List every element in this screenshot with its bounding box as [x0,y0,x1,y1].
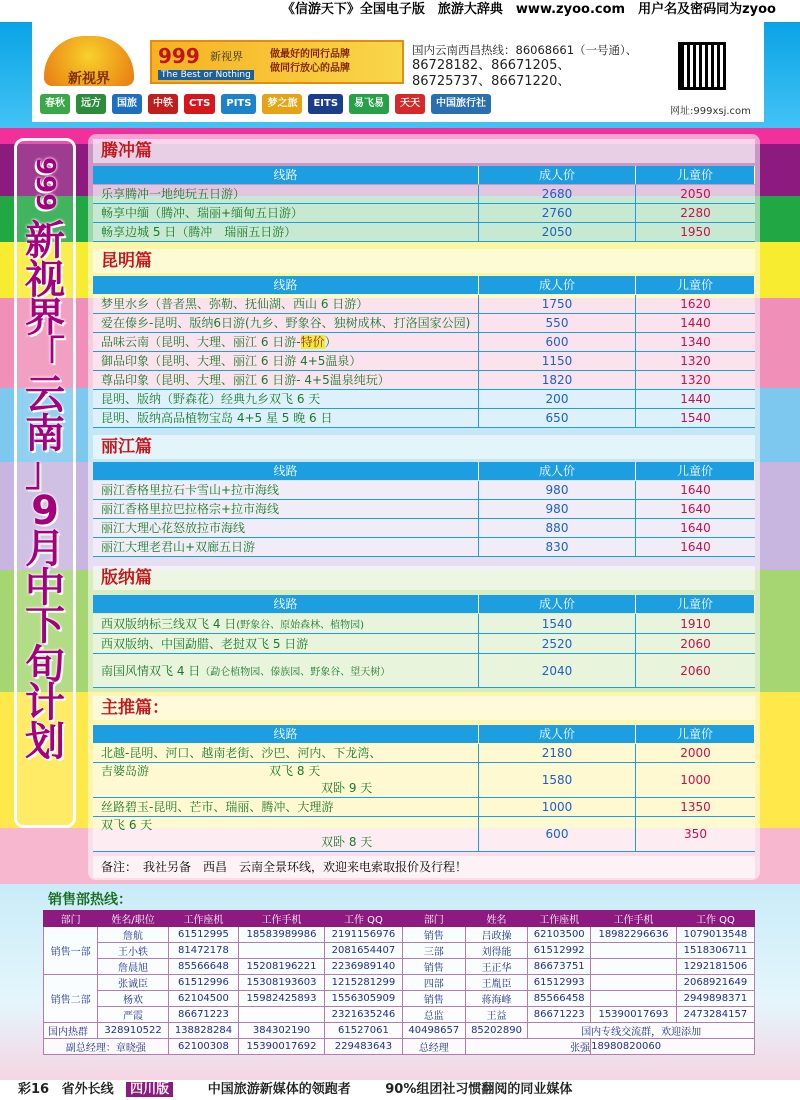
sales-cell: 刘得能 [465,943,528,959]
column-header-route: 线路 [93,462,479,480]
sales-table-header [44,911,755,927]
banner-slogan: 做最好的同行品牌 做同行放心的品牌 [270,49,350,74]
partner-logo: EITS [308,94,343,114]
side-title-char: 中 [25,564,65,611]
adult-price: 1150 [479,352,636,371]
adult-price: 830 [479,538,636,557]
route-row [93,519,755,538]
sales-row [44,927,755,943]
adult-price: 980 [479,500,636,519]
route-text: 西双版纳、中国勐腊、老挝双飞 5 日游 [101,637,309,651]
route-text: 昆明、版纳（野森花）经典九乡双飞 6 天 [101,392,321,406]
sales-cell: 王益 [465,1007,528,1023]
side-title-char: 新 [25,218,65,264]
route-row [93,798,755,817]
sales-cell: 总监 [402,1007,465,1023]
partner-logos [40,92,660,116]
route-row [93,500,755,519]
table-header [93,725,755,743]
route-text: 西双版纳标三线双飞 4 日 [101,617,237,631]
sales-row [44,959,755,975]
route-text: 吉婆岛游 双飞 8 天 [101,764,321,778]
sales-cell: 15308193603 [239,975,325,991]
side-title-char: 下 [25,603,65,649]
partner-logo: CTS [184,94,215,114]
sales-cell: 61512993 [528,975,591,991]
partner-logo: 中国旅行社 [431,94,491,114]
footer-slogan-1: 中国旅游新媒体的领跑者 [207,1082,351,1097]
sales-cell: 2473284157 [676,1007,754,1023]
route-row [93,390,755,409]
sales-col-header: 工作手机 [591,911,677,927]
gm-mobile: 18980820060 [591,1039,755,1055]
sales-cell: 1079013548 [676,927,754,943]
column-header-route: 线路 [93,166,479,184]
sales-cell [591,975,677,991]
adult-price: 2040 [479,654,636,688]
route-text: 丝路碧玉-昆明、芒市、瑞丽、腾冲、大理游 [101,800,334,814]
route-row [93,371,755,390]
route-row [93,314,755,333]
sales-row [44,943,755,959]
adult-price: 650 [479,409,636,428]
sales-cell: 吕政操 [465,927,528,943]
route-row [93,409,755,428]
sales-cell: 86671223 [168,1007,238,1023]
child-price: 2050 [636,185,755,204]
sales-table [43,910,755,1055]
sales-cell: 詹晨旭 [98,959,168,975]
adult-price: 600 [479,333,636,352]
route-row [93,744,755,763]
route-text: 梦里水乡（普者黑、弥勒、抚仙湖、西山 6 日游） [101,297,369,311]
route-duration: 双卧 9 天 [321,781,373,795]
sales-cell: 18583989986 [239,927,325,943]
route-text: 丽江香格里拉巴拉格宗+拉市海线 [101,502,280,516]
adult-price: 550 [479,314,636,333]
sales-cell: 86673751 [528,959,591,975]
sales-col-header: 工作 QQ [676,911,754,927]
table-header [93,462,755,480]
child-price: 350 [636,817,755,852]
hot-group-number: 85202890 [465,1023,528,1039]
route-row [93,223,755,242]
special-price-tag: 特价 [300,335,325,349]
side-title-char: 南 [25,410,65,457]
vgm-tel: 62100308 [168,1039,238,1055]
route-name [93,614,479,634]
table-header [93,595,755,613]
child-price: 2280 [636,204,755,223]
route-name [93,654,479,688]
hot-group-number: 138828284 [168,1023,238,1039]
sales-cell: 61512992 [528,943,591,959]
child-price: 1320 [636,371,755,390]
partner-logo: 易飞易 [349,94,389,114]
adult-price: 2760 [479,204,636,223]
sales-cell: 2321635246 [324,1007,402,1023]
footer-section: 省外长线 [61,1082,114,1097]
sales-cell: 86671223 [528,1007,591,1023]
partner-logo: 远方 [76,94,106,114]
hot-group-number: 61527061 [324,1023,402,1039]
hot-group-number: 328910522 [98,1023,168,1039]
gm-label: 总经理 [402,1039,465,1055]
route-text: 北越-昆明、河口、越南老街、沙巴、河内、下龙湾、 [101,746,382,760]
route-row [93,634,755,654]
side-title-char: 「 [25,333,65,380]
column-header-adult: 成人价 [479,595,636,613]
sales-row [44,991,755,1007]
sales-cell: 15982425893 [239,991,325,1007]
route-duration: 双卧 8 天 [321,835,373,849]
footer [0,1080,800,1100]
child-price: 2060 [636,634,755,654]
sales-col-header: 姓名/职位 [98,911,168,927]
footer-slogan-2: 90%组团社习惯翻阅的同业媒体 [385,1082,573,1097]
route-text: 乐享腾冲一地纯玩五日游） [101,187,246,201]
website-label: 网址:999xsj.com [670,106,751,117]
child-price: 1640 [636,538,755,557]
child-price: 1540 [636,409,755,428]
hotline-info: 国内云南西昌热线：86068661（一号通）、 86728182、86671205、 86725737、86671220、 [412,43,638,89]
adult-price: 1820 [479,371,636,390]
brand-banner [150,40,404,84]
route-text-end: ） [324,335,337,349]
child-price: 1340 [636,333,755,352]
column-header-route: 线路 [93,595,479,613]
sales-cell: 杨欢 [98,991,168,1007]
route-row [93,352,755,371]
route-text: 双飞 6 天 [101,818,153,832]
route-text: 御品印象（昆明、大理、丽江 6 日游 4+5温泉） [101,354,362,368]
route-text: 畅享中缅（腾冲、瑞丽+缅甸五日游） [101,206,304,220]
route-row [93,295,755,314]
sales-cell: 王胤臣 [465,975,528,991]
side-title-char: 云 [25,372,65,418]
sales-cell: 销售一部 [44,927,98,975]
sales-col-header: 部门 [402,911,465,927]
sales-cell: 62104500 [168,991,238,1007]
sales-cell: 15208196221 [239,959,325,975]
side-title-char: 999 [30,156,60,212]
route-name [93,481,479,500]
adult-price: 1580 [479,763,636,798]
route-name [93,519,479,538]
sales-cell: 销售 [402,991,465,1007]
table-header [93,276,755,294]
route-text: 丽江大理老君山+双廊五日游 [101,540,256,554]
adult-price: 980 [479,481,636,500]
sales-title: 销售部热线： [48,892,132,908]
top-header: 《信游天下》全国电子版 旅游大辞典 www.zyoo.com 用户名及密码同为zyoo [281,2,776,17]
route-name [93,333,479,352]
sales-cell: 王小轶 [98,943,168,959]
route-name [93,744,479,763]
side-title-char: 旬 [25,641,65,688]
sales-hot-group-row [44,1023,755,1039]
column-header-child: 儿童价 [636,725,755,743]
column-header-route: 线路 [93,725,479,743]
side-title-char: 」 [25,449,65,495]
page-number: 彩16 [18,1082,50,1097]
sales-row [44,1007,755,1023]
route-name [93,634,479,654]
route-name [93,352,479,371]
table-header [93,166,755,184]
sales-cell: 三部 [402,943,465,959]
child-price: 1910 [636,614,755,634]
sales-cell: 18982296636 [591,927,677,943]
column-header-child: 儿童价 [636,276,755,294]
sales-cell: 85566648 [168,959,238,975]
sales-cell: 15390017693 [591,1007,677,1023]
route-row [93,763,755,798]
sales-cell: 2081654407 [324,943,402,959]
column-header-child: 儿童价 [636,166,755,184]
child-price: 1640 [636,481,755,500]
sales-cell: 1292181506 [676,959,754,975]
banner-number: 999 [158,44,200,68]
sales-cell: 1556305909 [324,991,402,1007]
hot-group-label: 国内热群 [44,1023,98,1039]
adult-price: 200 [479,390,636,409]
route-name [93,817,479,852]
sales-cell [591,991,677,1007]
adult-price: 1540 [479,614,636,634]
section-title: 腾冲篇 [93,139,755,163]
remark-note: 备注： 我社另备 西昌 云南全景环线，欢迎来电索取报价及行程！ [93,856,755,878]
sales-cell: 销售二部 [44,975,98,1023]
banner-english: The Best or Nothing [158,70,254,80]
vgm-qq: 229483643 [324,1039,402,1055]
side-title-char: 界 [25,295,65,341]
section-title: 昆明篇 [93,249,755,273]
route-name [93,314,479,333]
vgm-mobile: 15390017692 [239,1039,325,1055]
sales-cell: 2191156976 [324,927,402,943]
route-name [93,223,479,242]
sales-col-header: 工作座机 [528,911,591,927]
sales-cell: 1215281299 [324,975,402,991]
child-price: 1640 [636,519,755,538]
child-price: 1440 [636,314,755,333]
partner-logo: 梦之旅 [262,94,302,114]
child-price: 1000 [636,763,755,798]
column-header-adult: 成人价 [479,725,636,743]
sales-cell: 1518306711 [676,943,754,959]
sales-cell: 81472178 [168,943,238,959]
sales-col-header: 工作 QQ [324,911,402,927]
route-name [93,409,479,428]
child-price: 1350 [636,798,755,817]
route-text: 昆明、版纳高品植物宝岛 4+5 星 5 晚 6 日 [101,411,333,425]
child-price: 1950 [636,223,755,242]
child-price: 1440 [636,390,755,409]
route-detail: （勐仑植物园、傣族园、野象谷、望天树） [200,667,391,678]
section-title: 版纳篇 [93,566,755,590]
sales-cell: 61512996 [168,975,238,991]
sales-cell: 61512995 [168,927,238,943]
partner-logo: 春秋 [40,94,70,114]
route-row [93,817,755,852]
sales-cell [591,943,677,959]
sales-row [44,975,755,991]
route-name [93,371,479,390]
route-row [93,204,755,223]
side-title-char: 月 [25,526,65,572]
side-title-char: 计 [25,680,65,726]
banner-brand: 新视界 [210,50,243,63]
route-row [93,481,755,500]
sales-col-header: 工作手机 [239,911,325,927]
route-name [93,500,479,519]
sales-cell: 严霞 [98,1007,168,1023]
adult-price: 1000 [479,798,636,817]
adult-price: 2180 [479,744,636,763]
sales-cell: 62103500 [528,927,591,943]
route-text: 丽江香格里拉石卡雪山+拉市海线 [101,483,280,497]
route-text: 畅享边城 5 日（腾冲 瑞丽五日游） [101,225,297,239]
column-header-adult: 成人价 [479,276,636,294]
route-name [93,798,479,817]
xinshijie-logo: 新视界 [44,36,134,86]
child-price: 2000 [636,744,755,763]
qr-code [678,42,726,90]
partner-logo: 天天 [395,94,425,114]
sales-cell [591,959,677,975]
sales-cell: 詹航 [98,927,168,943]
sales-cell: 85566458 [528,991,591,1007]
side-title-char: 9 [31,487,59,534]
column-header-child: 儿童价 [636,595,755,613]
sales-cell: 王正华 [465,959,528,975]
section-title: 主推篇： [93,696,755,720]
side-title-char: 视 [25,256,65,303]
route-row [93,654,755,688]
section-title: 丽江篇 [93,435,755,459]
edition-badge: 四川版 [126,1082,173,1097]
route-name [93,204,479,223]
side-title-char: 划 [25,718,65,765]
sales-cell: 四部 [402,975,465,991]
adult-price: 600 [479,817,636,852]
sales-col-header: 工作座机 [168,911,238,927]
hot-group-number: 40498657 [402,1023,465,1039]
child-price: 2060 [636,654,755,688]
adult-price: 2520 [479,634,636,654]
route-text: 尊品印象（昆明、大理、丽江 6 日游- 4+5温泉纯玩） [101,373,390,387]
vice-general-manager: 副总经理：章晓强 [44,1039,169,1055]
sales-cell: 张诚臣 [98,975,168,991]
partner-logo: 中铁 [148,94,178,114]
child-price: 1320 [636,352,755,371]
route-name [93,538,479,557]
adult-price: 2680 [479,185,636,204]
child-price: 1640 [636,500,755,519]
sales-cell: 销售 [402,959,465,975]
child-price: 1620 [636,295,755,314]
adult-price: 880 [479,519,636,538]
hot-group-number: 384302190 [239,1023,325,1039]
route-row [93,185,755,204]
route-text: 丽江大理心花怒放拉市海线 [101,521,246,535]
side-title [16,146,74,765]
route-text: 南国风情双飞 4 日 [101,664,201,678]
column-header-adult: 成人价 [479,166,636,184]
sales-col-header: 部门 [44,911,98,927]
column-header-adult: 成人价 [479,462,636,480]
route-text: 品味云南（昆明、大理、丽江 6 日游- [101,335,301,349]
sales-cell: 2068921649 [676,975,754,991]
route-row [93,333,755,352]
route-name [93,185,479,204]
route-name [93,295,479,314]
adult-price: 1750 [479,295,636,314]
route-detail: (野象谷、原始森林、植物园) [236,620,365,631]
partner-logo: PITS [221,94,256,114]
column-header-route: 线路 [93,276,479,294]
partner-logo: 国旅 [112,94,142,114]
sales-cell: 蒋海峰 [465,991,528,1007]
column-header-child: 儿童价 [636,462,755,480]
sales-cell [239,943,325,959]
sales-col-header: 姓名 [465,911,528,927]
route-row [93,538,755,557]
sales-cell: 销售 [402,927,465,943]
route-row [93,614,755,634]
route-text: 爱在傣乡-昆明、版纳6日游(九乡、野象谷、独树成林、打洛国家公园) [101,316,471,330]
hot-group-note: 国内专线交流群，欢迎添加 [528,1023,755,1039]
route-name [93,763,479,798]
adult-price: 2050 [479,223,636,242]
sales-cell [239,1007,325,1023]
sales-cell: 2949898371 [676,991,754,1007]
sales-cell: 2236989140 [324,959,402,975]
general-manager: 张强 [465,1039,590,1055]
sales-manager-row [44,1039,755,1055]
route-name [93,390,479,409]
